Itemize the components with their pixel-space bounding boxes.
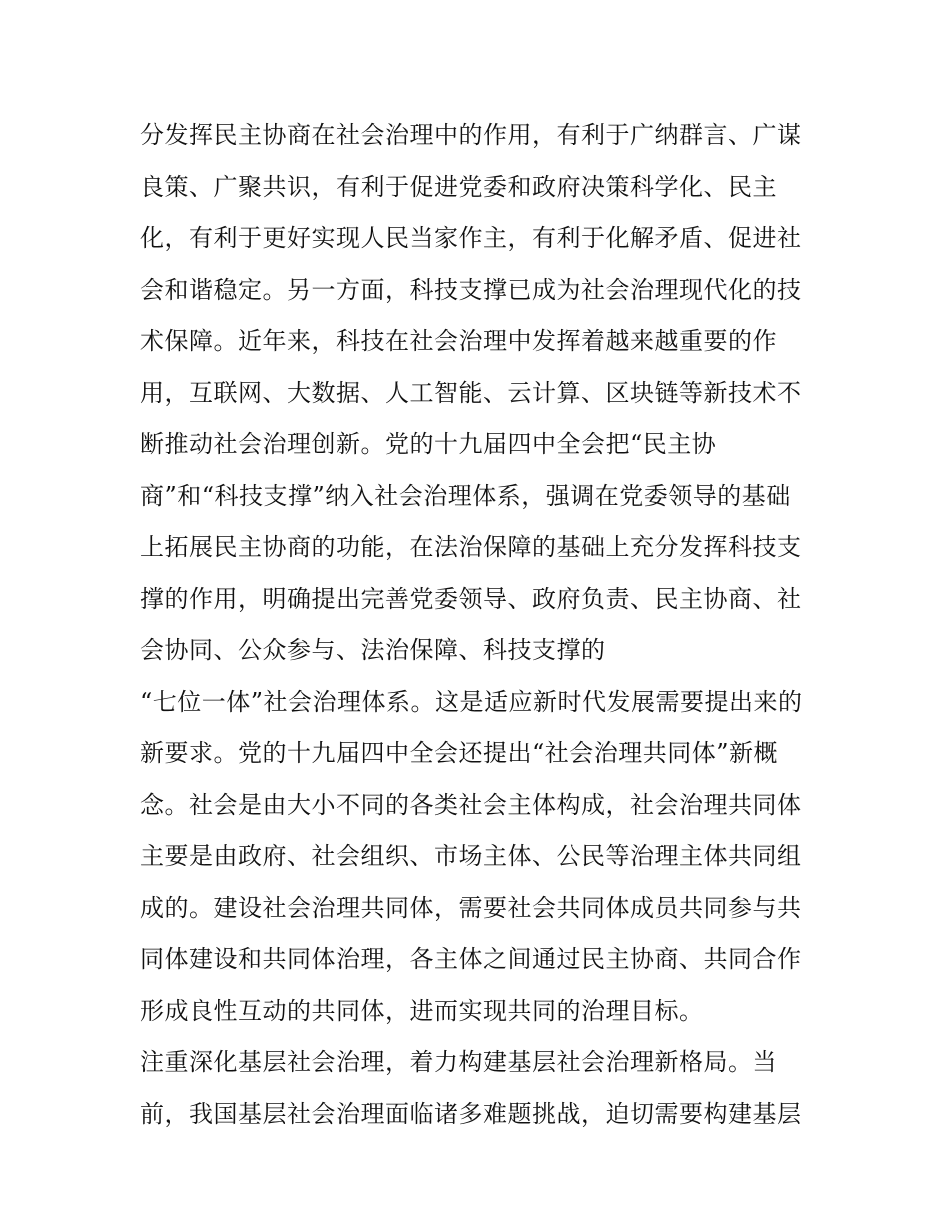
text-line: 会协同、公众参与、法治保障、科技支撑的 — [140, 636, 606, 664]
text-line: 前，我国基层社会治理面临诸多难题挑战，迫切需要构建基层 — [140, 1099, 802, 1128]
text-line: 主要是由政府、社会组织、市场主体、公民等治理主体共同组 — [140, 842, 802, 870]
text-line: 会和谐稳定。另一方面，科技支撑已成为社会治理现代化的技 — [140, 275, 802, 304]
text-line: 撑的作用，明确提出完善党委领导、政府负责、民主协商、社 — [140, 584, 802, 613]
text-line: 分发挥民主协商在社会治理中的作用，有利于广纳群言、广谋 — [140, 121, 802, 149]
text-line: 同体建设和共同体治理，各主体之间通过民主协商、共同合作 — [140, 945, 802, 973]
text-line: 商”和“科技支撑”纳入社会治理体系，强调在党委领导的基础 — [140, 481, 791, 510]
text-line: 上拓展民主协商的功能，在法治保障的基础上充分发挥科技支 — [140, 533, 802, 561]
body-text — [140, 110, 820, 1140]
text-line: 成的。建设社会治理共同体，需要社会共同体成员共同参与共 — [140, 893, 802, 922]
text-line: 形成良性互动的共同体，进而实现共同的治理目标。 — [140, 996, 704, 1025]
text-line: 断推动社会治理创新。党的十九届四中全会把“民主协 — [140, 430, 717, 458]
text-line: 术保障。近年来，科技在社会治理中发挥着越来越重要的作 — [140, 327, 777, 355]
text-line: 用，互联网、大数据、人工智能、云计算、区块链等新技术不 — [140, 378, 802, 407]
text-line: 念。社会是由大小不同的各类社会主体构成，社会治理共同体 — [140, 790, 802, 819]
text-line: “七位一体”社会治理体系。这是适应新时代发展需要提出来的 — [140, 687, 803, 716]
text-line: 化，有利于更好实现人民当家作主，有利于化解矛盾、促进社 — [140, 224, 802, 252]
text-line: 注重深化基层社会治理，着力构建基层社会治理新格局。当 — [140, 1048, 777, 1076]
text-line: 新要求。党的十九届四中全会还提出“社会治理共同体”新概 — [140, 739, 779, 767]
text-line: 良策、广聚共识，有利于促进党委和政府决策科学化、民主 — [140, 172, 777, 201]
